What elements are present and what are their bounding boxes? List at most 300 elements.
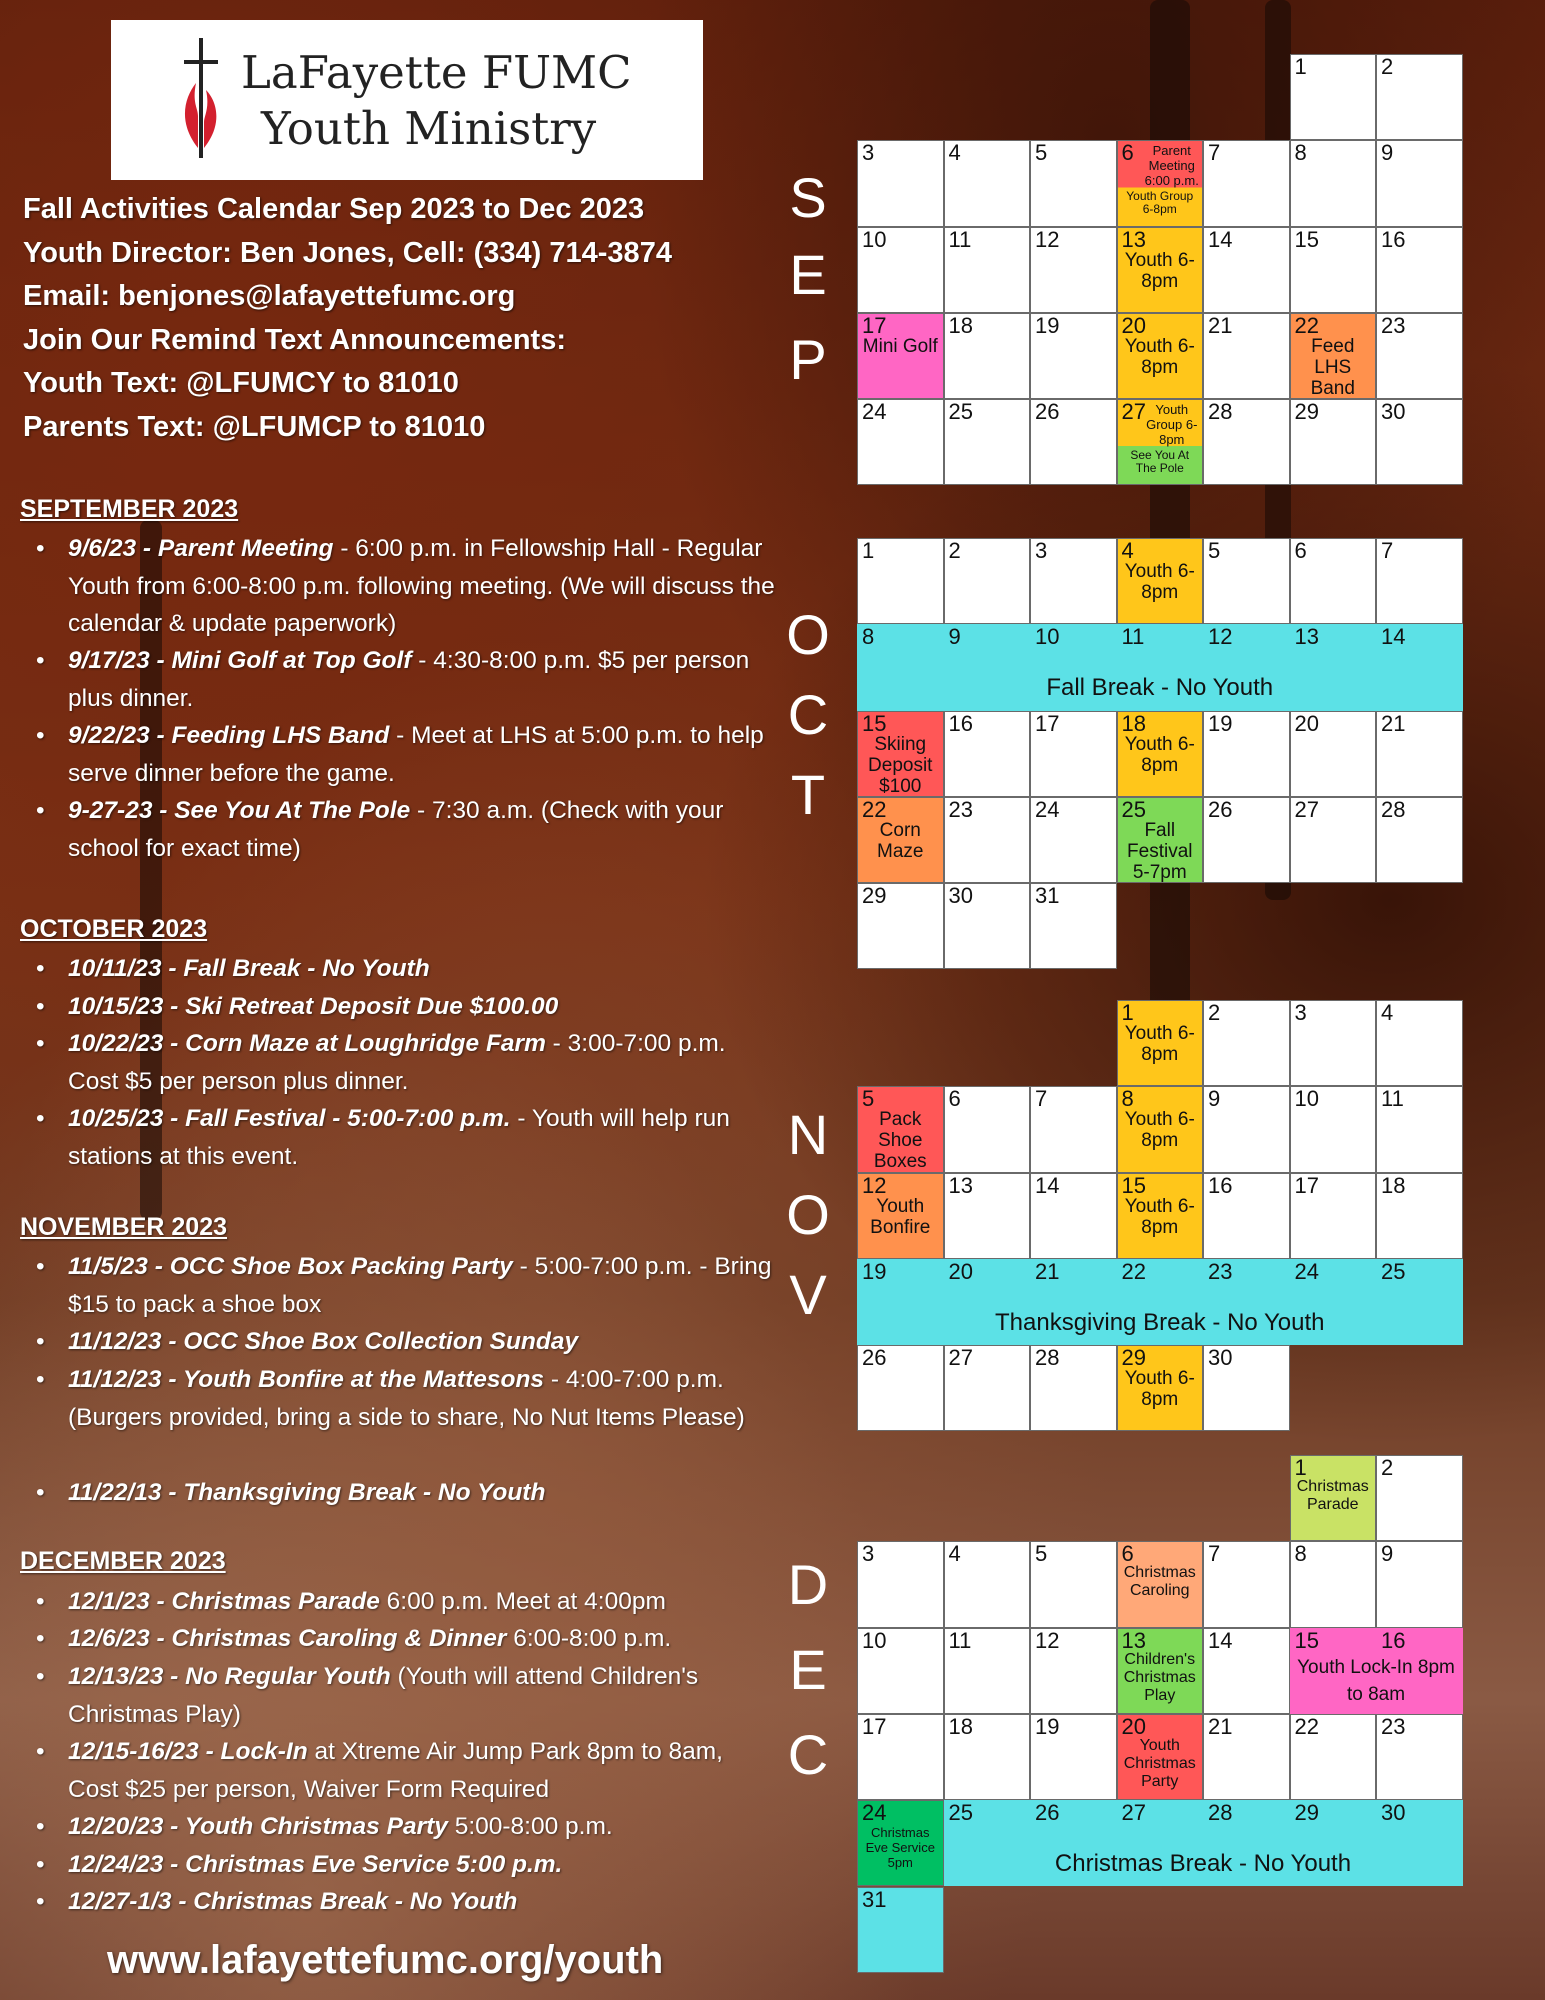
day-number: 24 (1294, 1258, 1319, 1284)
calendar-day (857, 313, 944, 399)
calendar-day (1117, 711, 1204, 797)
event-details: - 6:00 p.m. in Fellowship Hall - Regular Youth from 6:00-8:00 p.m. following meeting. (We will discuss the calendar & update paperwork) (68, 535, 775, 637)
calendar-day (1117, 1086, 1204, 1172)
day-number: 3 (862, 1541, 875, 1567)
day-number: 12 (1035, 1627, 1060, 1653)
calendar-day (944, 1541, 1031, 1627)
calendar-day (1376, 538, 1463, 624)
day-number: 4 (1121, 538, 1134, 563)
event-details: at Xtreme Air Jump Park 8pm to 8am, Cost $25 per person, Waiver Form Required (68, 1738, 723, 1803)
bullet-icon: • (36, 1105, 45, 1132)
day-number: 29 (1121, 1345, 1146, 1371)
day-number: 17 (1035, 710, 1060, 736)
calendar-day (1117, 1173, 1204, 1259)
month-letter: N (787, 1103, 829, 1166)
calendar-day (1376, 1000, 1463, 1086)
month-letter: C (787, 683, 829, 746)
day-event-label: Christmas Parade (1296, 1478, 1369, 1513)
calendar-day (1376, 227, 1463, 313)
day-number: 6 (1121, 1541, 1134, 1567)
event-details: - 4:30-8:00 p.m. $5 per person plus dinner. (68, 647, 750, 712)
event-title: 12/27-1/3 - Christmas Break - No Youth (68, 1888, 518, 1915)
calendar-day (1203, 399, 1290, 485)
day-number: 21 (1381, 710, 1406, 736)
day-number: 22 (1121, 1258, 1146, 1284)
day-number: 15 (1121, 1172, 1146, 1198)
event-title: 12/13/23 - No Regular Youth (68, 1663, 391, 1690)
calendar-day (1030, 883, 1117, 969)
calendar-day (1376, 140, 1463, 226)
day-number: 16 (1208, 1172, 1233, 1198)
day-number: 28 (1208, 1800, 1233, 1826)
event-item (36, 1248, 776, 1323)
calendar-day (1030, 1628, 1117, 1714)
day-event-label: Youth Christmas Party (1123, 1736, 1196, 1790)
day-number: 30 (948, 883, 973, 909)
day-number: 13 (1121, 226, 1146, 252)
day-event-label: Youth 6-8pm (1124, 733, 1195, 776)
calendar-day (1030, 1173, 1117, 1259)
day-number: 23 (1381, 312, 1406, 338)
day-number: 2 (1381, 1455, 1394, 1480)
event-text (68, 950, 776, 988)
event-text (68, 1323, 776, 1361)
calendar-day (944, 711, 1031, 797)
calendar-day (1203, 1345, 1290, 1431)
logo-subtitle: Youth Ministry (261, 102, 597, 155)
calendar-day (857, 1086, 944, 1172)
day-number: 3 (1035, 538, 1048, 563)
event-details: - Meet at LHS at 5:00 p.m. to help serve dinner before the game. (68, 722, 764, 787)
calendar-day (1030, 1714, 1117, 1800)
calendar-day (857, 883, 944, 969)
event-item (36, 988, 776, 1026)
calendar-day (857, 1628, 944, 1714)
event-title: 9/22/23 - Feeding LHS Band (68, 722, 390, 749)
calendar-day (1376, 399, 1463, 485)
calendar-day (1376, 711, 1463, 797)
day-number: 12 (1035, 226, 1060, 252)
day-number: 6 (1294, 538, 1307, 563)
day-number: 4 (1381, 1000, 1394, 1025)
event-item (36, 1323, 776, 1361)
calendar-day (1203, 1000, 1290, 1086)
event-title: 12/24/23 - Christmas Eve Service 5:00 p.m. (68, 1851, 563, 1878)
calendar-day (1290, 1455, 1377, 1541)
event-text (68, 1474, 776, 1512)
day-number: 5 (862, 1086, 875, 1112)
day-event-label: Youth 6-8pm (1124, 1368, 1195, 1411)
event-title: 11/22/13 - Thanksgiving Break - No Youth (68, 1479, 546, 1506)
calendar-day (1203, 1714, 1290, 1800)
day-event-label: Youth 6-8pm (1124, 1023, 1195, 1065)
bullet-icon: • (36, 1813, 45, 1840)
day-number: 28 (1208, 399, 1233, 425)
day-number: 28 (1035, 1345, 1060, 1371)
event-title: 10/11/23 - Fall Break - No Youth (68, 955, 430, 982)
day-event-label: Youth 6-8pm (1124, 335, 1195, 378)
bullet-icon: • (36, 1663, 45, 1690)
calendar-day (1203, 1628, 1290, 1714)
event-item (36, 1846, 776, 1884)
day-number: 11 (948, 1627, 972, 1653)
calendar-day (944, 399, 1031, 485)
event-text (68, 1583, 776, 1621)
calendar-day (1290, 54, 1377, 140)
calendar-day (1290, 711, 1377, 797)
section-heading: OCTOBER 2023 (20, 915, 208, 943)
day-number: 8 (1294, 1541, 1307, 1567)
event-details: - 4:00-7:00 p.m. (Burgers provided, bring a side to share, No Nut Items Please) (68, 1366, 745, 1431)
event-details: (Youth will attend Children's Christmas Play) (68, 1663, 699, 1728)
day-event-label: Youth Group 6-8pm (1126, 188, 1194, 216)
event-title: 10/25/23 - Fall Festival - 5:00-7:00 p.m. (68, 1105, 511, 1132)
day-number: 6 (948, 1086, 961, 1112)
event-details: 6:00 p.m. Meet at 4:00pm (379, 1588, 666, 1615)
day-event-label: See You At The Pole (1130, 447, 1190, 475)
calendar-day (857, 227, 944, 313)
bullet-icon: • (36, 1738, 45, 1765)
event-title: 12/20/23 - Youth Christmas Party (68, 1813, 448, 1840)
email-info: Email: benjones@lafayettefumc.org (23, 280, 516, 312)
day-number: 25 (948, 399, 973, 425)
day-number: 7 (1208, 1541, 1221, 1567)
calendar-day (944, 313, 1031, 399)
day-number: 29 (1294, 399, 1319, 425)
calendar-day (1117, 1714, 1204, 1800)
day-number: 14 (1381, 624, 1406, 650)
cross-and-flame-icon (176, 38, 226, 158)
event-text (68, 1361, 776, 1436)
logo-title: LaFayette FUMC (241, 46, 632, 99)
day-number: 17 (1294, 1172, 1319, 1198)
day-number: 3 (862, 140, 875, 166)
day-number: 28 (1381, 796, 1406, 822)
day-number: 27 (1121, 399, 1146, 425)
day-number: 2 (1208, 1000, 1221, 1025)
calendar-day (857, 1345, 944, 1431)
calendar-day (1290, 227, 1377, 313)
calendar-day (1203, 140, 1290, 226)
logo (111, 20, 703, 180)
bullet-icon: • (36, 722, 45, 749)
event-item (36, 1361, 776, 1436)
bullet-icon: • (36, 1328, 45, 1355)
event-details: - 3:00-7:00 p.m. Cost $5 per person plus dinner. (68, 1030, 726, 1095)
remind-heading: Join Our Remind Text Announcements: (23, 324, 566, 356)
day-number: 15 (1294, 226, 1319, 252)
event-details: - 5:00-7:00 p.m. - Bring $15 to pack a shoe box (68, 1253, 772, 1318)
day-number: 27 (1294, 796, 1319, 822)
day-number: 5 (1035, 1541, 1048, 1567)
month-letter: C (787, 1723, 829, 1786)
calendar-day (1376, 313, 1463, 399)
day-event-label: Youth Group 6-8pm (1146, 402, 1198, 448)
day-number: 13 (1121, 1627, 1146, 1653)
day-number: 31 (1035, 883, 1060, 909)
day-event-label: Youth 6-8pm (1124, 561, 1195, 603)
break-label: Thanksgiving Break - No Youth (994, 1308, 1325, 1336)
calendar-day (857, 711, 944, 797)
day-number: 12 (862, 1172, 887, 1198)
calendar-day (1203, 1541, 1290, 1627)
calendar-day (1030, 399, 1117, 485)
day-number: 9 (1381, 1541, 1394, 1567)
event-item (36, 1025, 776, 1100)
day-number: 8 (1121, 1086, 1134, 1112)
day-event-label: Mini Golf (862, 335, 938, 357)
section-heading: DECEMBER 2023 (20, 1547, 226, 1575)
calendar-day (1290, 1541, 1377, 1627)
event-item (36, 1583, 776, 1621)
day-event-label: Children's Christmas Play (1123, 1650, 1196, 1704)
day-number: 9 (948, 624, 961, 650)
calendar-day (1290, 538, 1377, 624)
calendar-day (1203, 538, 1290, 624)
day-number: 2 (1381, 54, 1394, 79)
calendar-day (1117, 399, 1204, 485)
day-number: 19 (1035, 312, 1060, 338)
calendar-day (1290, 313, 1377, 399)
day-number: 9 (1381, 140, 1394, 166)
day-number: 4 (948, 140, 961, 166)
event-text (68, 1883, 776, 1921)
calendar-day (1376, 797, 1463, 883)
day-number: 26 (1208, 796, 1233, 822)
day-number: 1 (1294, 54, 1307, 79)
calendar-day (1290, 399, 1377, 485)
day-number: 20 (1121, 1713, 1146, 1739)
day-event-label: Feed LHS Band (1310, 335, 1355, 399)
calendar-day (944, 1345, 1031, 1431)
website-link[interactable]: www.lafayettefumc.org/youth (107, 1938, 664, 1982)
bullet-icon: • (36, 1851, 45, 1878)
day-number: 30 (1381, 1800, 1406, 1826)
day-number: 18 (948, 312, 973, 338)
calendar-day (1203, 1086, 1290, 1172)
month-letter: O (786, 603, 830, 666)
event-item (36, 1733, 776, 1808)
calendar-day (857, 538, 944, 624)
event-title: 11/5/23 - OCC Shoe Box Packing Party (68, 1253, 513, 1280)
day-number: 29 (862, 883, 887, 909)
event-title: 12/15-16/23 - Lock-In (68, 1738, 308, 1765)
event-item (36, 717, 776, 792)
day-number: 22 (1294, 1713, 1319, 1739)
day-number: 15 (862, 710, 887, 736)
event-title: 9/17/23 - Mini Golf at Top Golf (68, 647, 412, 674)
day-number: 16 (1381, 1627, 1406, 1653)
event-item (36, 530, 776, 643)
event-title: 12/6/23 - Christmas Caroling & Dinner (68, 1625, 507, 1652)
calendar-day (1290, 797, 1377, 883)
day-number: 14 (1208, 1627, 1233, 1653)
bullet-icon: • (36, 535, 45, 562)
event-details: 5:00-8:00 p.m. (447, 1813, 613, 1840)
day-number: 18 (1121, 710, 1146, 736)
event-text (68, 1620, 776, 1658)
event-item (36, 1620, 776, 1658)
day-number: 9 (1208, 1086, 1221, 1112)
month-letter: E (789, 243, 827, 306)
month-letter: P (789, 328, 827, 391)
day-number: 23 (1208, 1258, 1233, 1284)
calendar-day (1117, 227, 1204, 313)
calendar-day (944, 227, 1031, 313)
day-number: 21 (1208, 1713, 1233, 1739)
youth-text-info: Youth Text: @LFUMCY to 81010 (23, 367, 459, 399)
calendar-day (857, 399, 944, 485)
parents-text-info: Parents Text: @LFUMCP to 81010 (23, 411, 486, 443)
section-heading: NOVEMBER 2023 (20, 1213, 228, 1241)
day-event-label: Pack Shoe Boxes (873, 1109, 927, 1173)
calendar-day (1117, 1345, 1204, 1431)
event-details: 6:00-8:00 p.m. (506, 1625, 672, 1652)
bullet-icon: • (36, 1888, 45, 1915)
day-event-label: Christmas Eve Service 5pm (865, 1825, 935, 1871)
calendar-day (944, 797, 1031, 883)
calendar-day (944, 883, 1031, 969)
day-number: 1 (862, 538, 875, 563)
day-number: 27 (948, 1345, 973, 1371)
day-number: 14 (1035, 1172, 1060, 1198)
day-number: 26 (1035, 1800, 1060, 1826)
event-item (36, 1658, 776, 1733)
month-letter: D (787, 1553, 829, 1616)
event-item (36, 1474, 776, 1512)
day-number: 13 (948, 1172, 973, 1198)
bullet-icon: • (36, 1366, 45, 1393)
day-number: 26 (1035, 399, 1060, 425)
day-number: 23 (948, 796, 973, 822)
calendar-day (857, 1800, 944, 1886)
day-number: 24 (1035, 796, 1060, 822)
event-text (68, 1846, 776, 1884)
calendar-day (857, 140, 944, 226)
break-label: Youth Lock-In 8pm to 8am (1297, 1656, 1455, 1705)
event-item (36, 1100, 776, 1175)
event-details: - Youth will help run stations at this event. (68, 1105, 730, 1170)
calendar-day (1376, 54, 1463, 140)
event-item (36, 642, 776, 717)
calendar-day (857, 1887, 944, 1973)
day-number: 20 (948, 1258, 973, 1284)
day-number: 10 (1035, 624, 1060, 650)
day-number: 16 (1381, 226, 1406, 252)
day-number: 24 (862, 1800, 887, 1826)
month-letter: E (789, 1638, 827, 1701)
calendar-day (857, 1173, 944, 1259)
calendar-day (1030, 797, 1117, 883)
bullet-icon: • (36, 955, 45, 982)
event-text (68, 988, 776, 1026)
event-item (36, 1808, 776, 1846)
event-text (68, 717, 776, 792)
day-number: 1 (1294, 1455, 1307, 1480)
event-title: 10/22/23 - Corn Maze at Loughridge Farm (68, 1030, 546, 1057)
calendar-day (1376, 1714, 1463, 1800)
month-letter: T (790, 763, 826, 826)
calendar-day (1030, 538, 1117, 624)
event-item (36, 792, 776, 867)
calendar-day (1290, 140, 1377, 226)
day-event-label: Fall Festival 5-7pm (1127, 819, 1193, 883)
day-number: 8 (1294, 140, 1307, 166)
day-event-label: Parent Meeting 6:00 p.m. (1144, 143, 1199, 189)
day-number: 3 (1294, 1000, 1307, 1025)
day-number: 30 (1208, 1345, 1233, 1371)
break-label: Fall Break - No Youth (1046, 674, 1274, 702)
calendar-day (1030, 1541, 1117, 1627)
day-event-label: Corn Maze (877, 819, 924, 862)
event-title: 12/1/23 - Christmas Parade (68, 1588, 380, 1615)
bullet-icon: • (36, 1479, 45, 1506)
day-number: 12 (1208, 624, 1233, 650)
calendar-day (1376, 1173, 1463, 1259)
event-title: 9/6/23 - Parent Meeting (68, 535, 334, 562)
event-title: 10/15/23 - Ski Retreat Deposit Due $100.00 (68, 993, 559, 1020)
month-letter: O (786, 1183, 830, 1246)
section-heading: SEPTEMBER 2023 (20, 495, 239, 523)
event-text (68, 642, 776, 717)
bullet-icon: • (36, 1253, 45, 1280)
calendar-day (1203, 227, 1290, 313)
event-title: 11/12/23 - Youth Bonfire at the Mattesons (68, 1366, 545, 1393)
day-number: 5 (1035, 140, 1048, 166)
calendar-day (1117, 1541, 1204, 1627)
day-number: 17 (862, 1713, 887, 1739)
event-item (36, 1883, 776, 1921)
calendar-day (857, 1714, 944, 1800)
event-text (68, 1100, 776, 1175)
day-event-label: Youth 6-8pm (1124, 1195, 1195, 1238)
day-number: 27 (1121, 1800, 1146, 1826)
event-item (36, 950, 776, 988)
calendar-day (944, 140, 1031, 226)
day-number: 2 (948, 538, 961, 563)
day-event-label: Youth 6-8pm (1124, 1109, 1195, 1152)
day-number: 15 (1294, 1627, 1319, 1653)
bullet-icon: • (36, 797, 45, 824)
day-event-label: Christmas Caroling (1123, 1564, 1196, 1600)
day-number: 25 (948, 1800, 973, 1826)
bullet-icon: • (36, 1625, 45, 1652)
calendar-day (1376, 1541, 1463, 1627)
calendar-day (1117, 538, 1204, 624)
day-number: 10 (862, 1627, 887, 1653)
day-number: 20 (1294, 710, 1319, 736)
month-letter: V (789, 1263, 827, 1326)
bullet-icon: • (36, 647, 45, 674)
day-number: 19 (1208, 710, 1233, 736)
calendar-day (1117, 1000, 1204, 1086)
day-number: 5 (1208, 538, 1221, 563)
calendar-day (944, 538, 1031, 624)
day-number: 4 (948, 1541, 961, 1567)
month-letter: S (789, 166, 827, 229)
day-number: 25 (1121, 796, 1146, 822)
calendar-day (1117, 1628, 1204, 1714)
calendar-day (1290, 1714, 1377, 1800)
director-info: Youth Director: Ben Jones, Cell: (334) 714-3874 (23, 237, 672, 269)
calendar-day (1290, 1173, 1377, 1259)
day-number: 14 (1208, 226, 1233, 252)
event-text (68, 1733, 776, 1808)
day-number: 7 (1208, 140, 1221, 166)
calendar-day (1030, 711, 1117, 797)
event-text (68, 530, 776, 643)
day-number: 10 (862, 226, 887, 252)
